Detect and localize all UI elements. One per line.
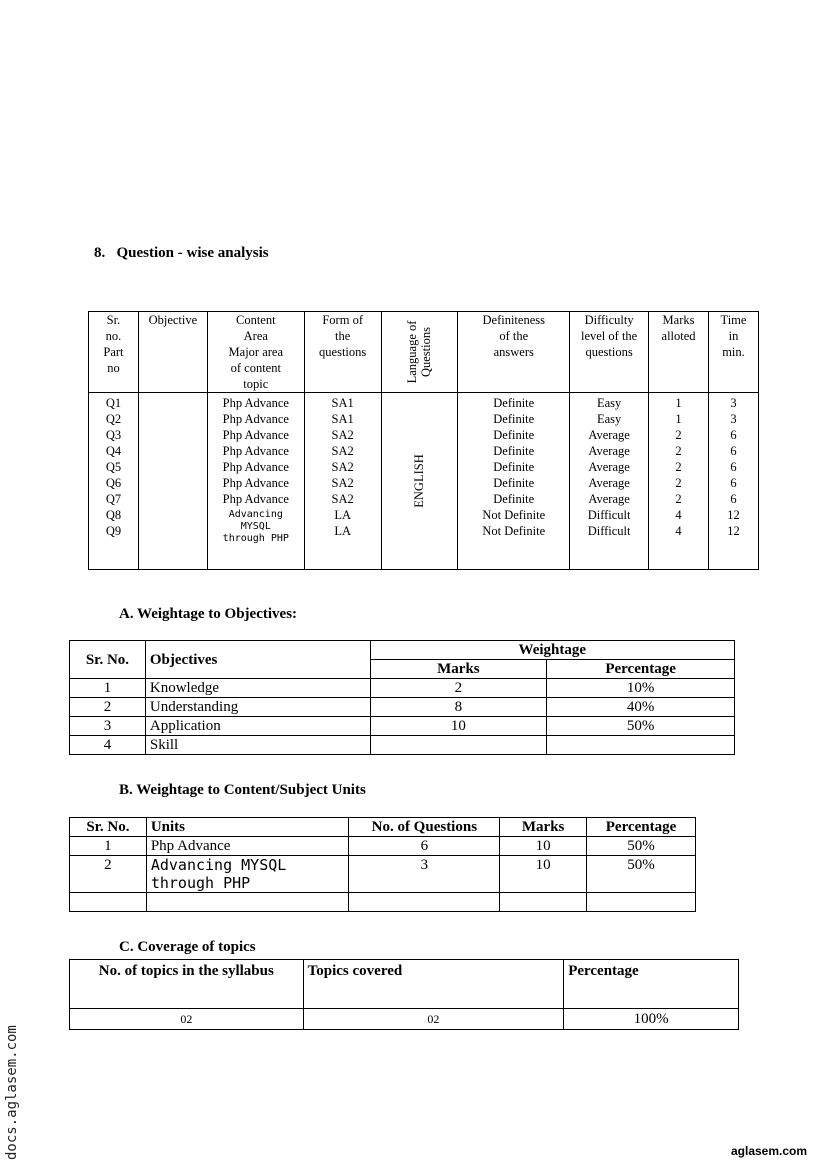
col-language (381, 393, 458, 570)
coverage-topics-table (69, 959, 739, 1030)
header-marks: Marks (370, 660, 547, 679)
question-analysis-table (88, 311, 759, 570)
header-percentage: Percentage (547, 660, 735, 679)
header-units: Units (146, 818, 349, 837)
section-b-heading: B. Weightage to Content/Subject Units (119, 782, 366, 798)
header-content: Content Area Major area of content topic (207, 312, 304, 393)
header-percentage: Percentage (587, 818, 696, 837)
header-marks: Marks alloted (649, 312, 709, 393)
header-time: Time in min. (708, 312, 758, 393)
corner-watermark: aglasem.com (731, 1144, 808, 1158)
header-percentage: Percentage (564, 960, 739, 1009)
header-sr: Sr. no. Part no (89, 312, 139, 393)
q8-content: Advancing MYSQL through PHP (222, 509, 289, 544)
header-language: Language of Questions (381, 312, 458, 393)
table-row: 1 Knowledge 2 10% (70, 679, 735, 698)
col-content: Php Advance Php Advance Php Advance Php Advance Php Advance Php Advance Php Advance Advancing MYSQL through PHP (207, 393, 304, 570)
header-difficulty: Difficulty level of the questions (570, 312, 649, 393)
col-question-numbers: Q1 Q2 Q3 Q4 Q5 Q6 Q7 Q8 Q9 (89, 393, 139, 570)
weightage-objectives-table (69, 640, 735, 755)
header-covered: Topics covered (303, 960, 564, 1009)
section-c-heading: C. Coverage of topics (119, 939, 256, 955)
section-title: Question - wise analysis (116, 245, 269, 261)
header-objectives: Objectives (145, 641, 370, 679)
col-objective (138, 393, 207, 570)
col-definiteness: Definite Definite Definite Definite Definite Definite Definite Not Definite Not Definite (458, 393, 570, 570)
table-row: 02 02 100% (70, 1009, 739, 1030)
col-form: SA1 SA1 SA2 SA2 SA2 SA2 SA2 LA LA (304, 393, 381, 570)
section-8-heading (94, 245, 269, 262)
table-row-empty (70, 893, 696, 912)
unit-name: Advancing MYSQL through PHP (146, 856, 349, 893)
table-row: 3 Application 10 50% (70, 717, 735, 736)
col-time: 3 3 6 6 6 6 6 12 12 (708, 393, 758, 570)
side-watermark: docs.aglasem.com (4, 1025, 20, 1160)
header-definiteness: Definiteness of the answers (458, 312, 570, 393)
table-header-row (89, 312, 759, 393)
header-questions: No. of Questions (349, 818, 500, 837)
language-value: ENGLISH (412, 454, 427, 508)
table-row: 4 Skill (70, 736, 735, 755)
table-row: 2 Advancing MYSQL through PHP 3 10 50% (70, 856, 696, 893)
col-marks: 1 1 2 2 2 2 2 4 4 (649, 393, 709, 570)
section-a-heading: A. Weightage to Objectives: (119, 606, 298, 622)
header-objective: Objective (138, 312, 207, 393)
col-difficulty: Easy Easy Average Average Average Average Average Difficult Difficult (570, 393, 649, 570)
table-row: 2 Understanding 8 40% (70, 698, 735, 717)
weightage-content-table (69, 817, 696, 912)
header-sr-no: Sr. No. (70, 818, 147, 837)
header-topics: No. of topics in the syllabus (70, 960, 304, 1009)
section-number: 8. (94, 245, 106, 261)
table-data-row (89, 393, 759, 570)
header-form: Form of the questions (304, 312, 381, 393)
table-row: 1 Php Advance 6 10 50% (70, 837, 696, 856)
header-weightage: Weightage (370, 641, 734, 660)
header-marks: Marks (500, 818, 587, 837)
header-sr-no: Sr. No. (70, 641, 146, 679)
